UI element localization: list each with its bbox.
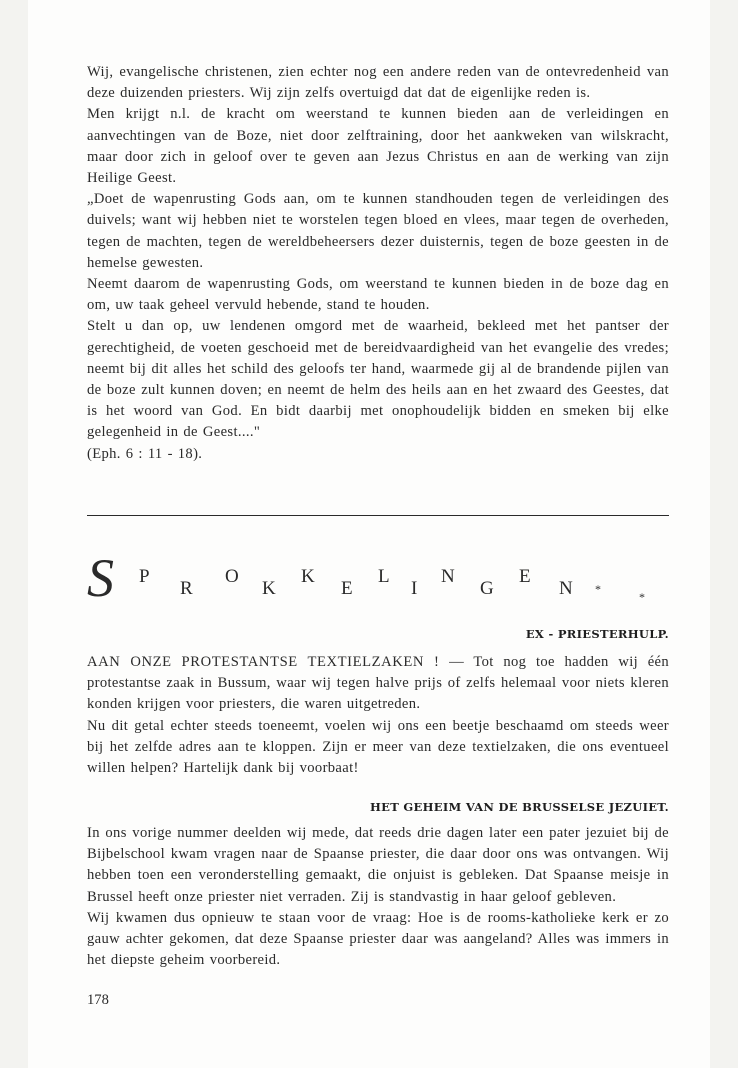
star-ornament-1: * — [595, 582, 601, 596]
intro-paragraph-5: Stelt u dan op, uw lendenen omgord met de waarheid, bekleed met het pantser der gerechtigheid, de voeten geschoeid met de bereidvaardigheid van het evangelie des vredes; neemt bij dit alles het schild des geloofs ter hand, waarmede gij al de brandende pijlen van de boze zult kunnen doven; en neemt de helm des heils aan en het zwaard des Geestes, dat is het woord van God. En bidt daarbij met onophoudelijk bidden en smeken bij elke gelegenheid in de Geest...." — [87, 318, 669, 441]
title-letter: E — [341, 578, 353, 599]
title-letter: K — [262, 578, 276, 599]
title-letter: I — [411, 578, 418, 599]
intro-paragraph-2: Men krijgt n.l. de kracht om weerstand te kunnen bieden aan de verleidingen en aanvechtingen van de Boze, niet door zelftraining, door het aankweken van wilskracht, maar door zich in geloof over te geven aan Jezus Christus en aan de werking van zijn Heilige Geest. — [87, 106, 669, 187]
heading-ex-priesterhulp: EX - PRIESTERHULP. — [525, 627, 669, 641]
intro-paragraph-4: Neemt daarom de wapenrusting Gods, om weerstand te kunnen bieden in de boze dag en om, uw taak geheel vervuld hebende, stand te houden. — [87, 276, 669, 314]
title-letter: K — [301, 566, 315, 587]
star-ornament-2: * — [639, 590, 645, 604]
title-letter: L — [378, 566, 390, 587]
bible-reference: (Eph. 6 : 11 - 18). — [87, 445, 203, 462]
intro-text — [87, 62, 669, 465]
title-letter: N — [441, 566, 455, 587]
intro-paragraph-3: „Doet de wapenrusting Gods aan, om te kunnen standhouden tegen de verleidingen des duivels; want wij hebben niet te worstelen tegen bloed en vlees, maar tegen de overheden, tegen de machten, tegen de wereldbeheersers dezer duisternis, tegen de boze geesten in de hemelse gewesten. — [87, 191, 669, 271]
lead-caps: AAN ONZE PROTESTANTSE TEXTIELZAKEN ! — [87, 654, 440, 670]
section2-paragraph-1: In ons vorige nummer deelden wij mede, dat reeds drie dagen later een pater jezuiet bij de Bijbelschool kwam vragen naar de Spaanse priester, die daar door ons was ontvangen. Wij hebben toen een veronderstelling gemaakt, die onjuist is gebleken. Dat Spaanse meisje in Brussel heeft onze priester niet verraden. Zij is standvastig in haar geloof gebleven. — [87, 825, 669, 905]
section1-paragraph-1-body: — Tot nog toe hadden wij één protestantse zaak in Bussum, waar wij tegen halve prijs of zelfs helemaal voor niets kleren konden krijgen voor priesters, die waren uitgetreden. — [87, 654, 669, 713]
section1-paragraph-1 — [87, 652, 669, 716]
title-letter: R — [180, 578, 193, 599]
section1-paragraph-2: Nu dit getal echter steeds toeneemt, voelen wij ons een beetje beschaamd om steeds weer bij het zelfde adres aan te kloppen. Zijn er meer van deze textielzaken, die ons eventueel willen helpen? Hartelijk dank bij voorbaat! — [87, 717, 669, 777]
section-title-sprokkelingen — [87, 548, 669, 608]
title-letter: O — [225, 566, 239, 587]
title-letter: P — [139, 566, 150, 587]
title-letter: G — [480, 578, 494, 599]
title-letter: N — [559, 578, 573, 599]
title-initial: S — [87, 548, 114, 608]
title-letter: E — [519, 566, 531, 587]
heading-brusselse-jezuiet: HET GEHEIM VAN DE BRUSSELSE JEZUIET. — [370, 800, 669, 814]
section2-paragraph-2: Wij kwamen dus opnieuw te staan voor de vraag: Hoe is de rooms-katholieke kerk er zo gauw achter gekomen, dat deze Spaanse priester daar was aangeland? Alles was immers in het diepste geheim voorbereid. — [87, 909, 669, 969]
section2-text — [87, 823, 669, 971]
intro-paragraph-1: Wij, evangelische christenen, zien echter nog een andere reden van de ontevredenheid van deze duizenden priesters. Wij zijn zelfs overtuigd dat dat de eigenlijke reden is. — [87, 64, 669, 102]
section-divider — [87, 515, 669, 516]
page-number: 178 — [87, 992, 109, 1008]
section1-text — [87, 652, 669, 779]
